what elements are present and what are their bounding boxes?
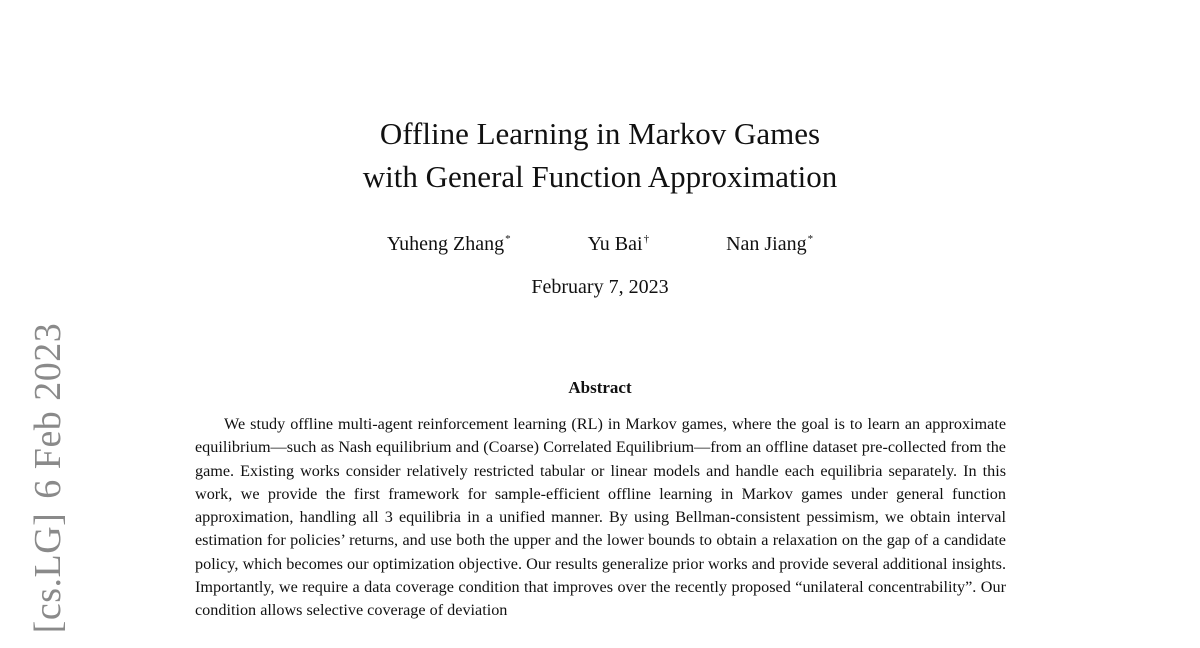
author-mark: †	[643, 233, 650, 245]
author	[588, 226, 650, 257]
abstract-body: We study offline multi-agent reinforcement learning (RL) in Markov games, where the goal is to learn an approximate equilibrium—such as Nash equilibrium and (Coarse) Correlated Equilibrium—from an offline dataset pre-collected from the game. Existing works consider relatively restricted tabular or linear models and handle each equilibria separately. In this work, we provide the first framework for sample-efficient offline learning in Markov games under general function approximation, handling all 3 equilibria in a unified manner. By using Bellman-consistent pessimism, we obtain interval estimation for policies’ returns, and use both the upper and the lower bounds to obtain a relaxation on the gap of a candidate policy, which becomes our optimization objective. Our results generalize prior works and provide several additional insights. Importantly, we require a data coverage condition that improves over the recently proposed “unilateral concentrability”. Our condition allows selective coverage of deviation	[195, 415, 1006, 620]
author-mark: *	[505, 233, 511, 245]
author-name: Yuheng Zhang	[386, 233, 505, 255]
author-mark: *	[807, 233, 814, 245]
author-list	[0, 226, 1200, 257]
title-line-2: with General Function Approximation	[362, 159, 838, 194]
author	[726, 226, 813, 257]
author-name: Yu Bai	[587, 233, 643, 255]
title-line-1: Offline Learning in Markov Games	[379, 116, 821, 151]
author-name: Nan Jiang	[726, 233, 807, 255]
arxiv-side-stamp	[26, 323, 70, 634]
author	[387, 226, 511, 257]
arxiv-date: 6 Feb 2023	[27, 322, 69, 499]
arxiv-category: [cs.LG]	[27, 512, 69, 634]
abstract-heading: Abstract	[568, 378, 632, 397]
paper-date: February 7, 2023	[531, 276, 669, 298]
paper-title	[0, 112, 1200, 198]
